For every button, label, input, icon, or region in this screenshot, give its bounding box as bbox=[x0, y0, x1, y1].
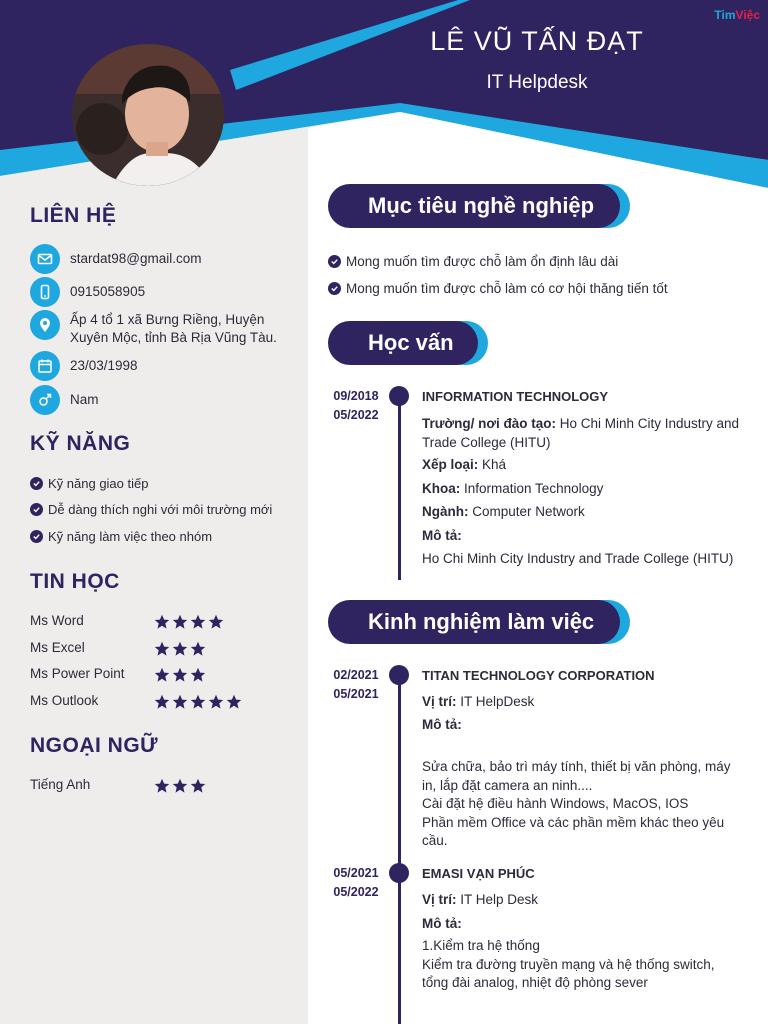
gender-icon bbox=[30, 385, 60, 415]
education-end-date: 05/2022 bbox=[333, 408, 379, 422]
check-icon bbox=[30, 530, 43, 543]
job-desc-label bbox=[422, 914, 742, 933]
job-company: EMASI VẠN PHÚC bbox=[422, 866, 535, 881]
star-icon bbox=[155, 668, 169, 682]
job-position-value: IT HelpDesk bbox=[460, 694, 535, 709]
job-desc bbox=[422, 758, 742, 851]
education-faculty-value: Information Technology bbox=[464, 481, 604, 496]
computing-item bbox=[30, 666, 290, 684]
job-position bbox=[422, 890, 742, 909]
job-position-value: IT Help Desk bbox=[460, 892, 539, 907]
brand-logo-part1: Tim bbox=[714, 8, 736, 22]
contact-birthday-text: 23/03/1998 bbox=[70, 358, 138, 373]
timeline-line bbox=[398, 676, 401, 1024]
job-company: TITAN TECHNOLOGY CORPORATION bbox=[422, 668, 655, 683]
contact-email bbox=[30, 244, 202, 274]
job-desc-line: Kiểm tra đường truyền mạng và hệ thống switch, tổng đài analog, nhiệt độ phòng sever bbox=[422, 956, 715, 990]
avatar bbox=[72, 44, 224, 186]
contact-heading: LIÊN HỆ bbox=[30, 204, 117, 227]
star-icon bbox=[173, 668, 187, 682]
star-icon bbox=[155, 695, 169, 709]
objective-heading-pill bbox=[328, 184, 630, 228]
skill-item bbox=[30, 502, 272, 517]
star-icon bbox=[173, 695, 187, 709]
check-icon bbox=[328, 255, 341, 268]
star-icon bbox=[191, 779, 205, 793]
education-heading: Học vấn bbox=[328, 321, 478, 365]
language-item bbox=[30, 777, 290, 795]
objective-item-label: Mong muốn tìm được chỗ làm ổn định lâu dài bbox=[346, 254, 619, 269]
job-desc-line: Sửa chữa, bảo trì máy tính, thiết bị văn phòng, máy in, lắp đặt camera an ninh.... bbox=[422, 759, 731, 793]
star-rating bbox=[154, 614, 226, 630]
job-desc-label-text: Mô tả: bbox=[422, 916, 462, 931]
star-icon bbox=[155, 642, 169, 656]
candidate-name: LÊ VŨ TẤN ĐẠT bbox=[430, 26, 644, 56]
skill-item bbox=[30, 476, 148, 491]
education-grade-value: Khá bbox=[482, 457, 507, 472]
skill-item-label: Kỹ năng làm việc theo nhóm bbox=[48, 529, 213, 544]
education-heading-pill bbox=[328, 321, 488, 365]
check-icon bbox=[30, 503, 43, 516]
objective-item bbox=[328, 281, 668, 296]
education-desc-label bbox=[422, 526, 742, 545]
brand-logo-part2: Việc bbox=[735, 8, 760, 22]
star-rating bbox=[154, 694, 244, 710]
contact-phone bbox=[30, 277, 145, 307]
star-rating bbox=[154, 778, 208, 794]
computing-item bbox=[30, 640, 290, 658]
education-school bbox=[422, 414, 742, 452]
job-start-date: 05/2021 bbox=[333, 866, 379, 880]
education-major-value: Computer Network bbox=[472, 504, 585, 519]
star-icon bbox=[191, 695, 205, 709]
experience-heading-pill bbox=[328, 600, 630, 644]
job-desc-line: Phần mềm Office và các phần mềm khác theo yêu cầu. bbox=[422, 814, 725, 848]
education-grade-label: Xếp loại: bbox=[422, 457, 479, 472]
computing-item-name: Ms Outlook bbox=[30, 693, 99, 708]
contact-birthday bbox=[30, 351, 138, 381]
job-desc-line: 1.Kiểm tra hệ thống bbox=[422, 938, 540, 953]
education-major bbox=[422, 502, 742, 521]
contact-phone-text: 0915058905 bbox=[70, 284, 146, 299]
star-icon bbox=[173, 779, 187, 793]
objective-item bbox=[328, 254, 618, 269]
skill-item-label: Dễ dàng thích nghi với môi trường mới bbox=[48, 502, 273, 517]
timeline-line bbox=[398, 396, 401, 580]
education-desc-label-text: Mô tả: bbox=[422, 528, 462, 543]
job-end-date: 05/2021 bbox=[333, 687, 379, 701]
contact-address-text: Ấp 4 tổ 1 xã Bưng Riềng, Huyện Xuyên Mộc, tỉnh Bà Rịa Vũng Tàu. bbox=[70, 312, 277, 345]
skill-item-label: Kỹ năng giao tiếp bbox=[48, 476, 149, 491]
job-desc-label-text: Mô tả: bbox=[422, 717, 462, 732]
job-desc bbox=[422, 937, 742, 993]
timeline-dot bbox=[389, 386, 409, 406]
check-icon bbox=[328, 282, 341, 295]
objective-item-label: Mong muốn tìm được chỗ làm có cơ hội thăng tiến tốt bbox=[346, 281, 668, 296]
star-icon bbox=[155, 615, 169, 629]
star-icon bbox=[227, 695, 241, 709]
computing-item-name: Ms Power Point bbox=[30, 666, 125, 681]
star-icon bbox=[191, 642, 205, 656]
contact-email-text: stardat98@gmail.com bbox=[70, 251, 202, 266]
timeline-dot bbox=[389, 665, 409, 685]
contact-gender bbox=[30, 385, 99, 415]
star-icon bbox=[191, 615, 205, 629]
computing-heading: TIN HỌC bbox=[30, 570, 120, 593]
job-end-date: 05/2022 bbox=[333, 885, 379, 899]
education-faculty bbox=[422, 479, 742, 498]
contact-address bbox=[30, 310, 290, 347]
education-start-date: 09/2018 bbox=[333, 389, 379, 403]
objective-heading: Mục tiêu nghề nghiệp bbox=[328, 184, 620, 228]
job-desc-label bbox=[422, 715, 742, 734]
location-icon bbox=[30, 310, 60, 340]
job-start-date: 02/2021 bbox=[333, 668, 379, 682]
computing-item-name: Ms Excel bbox=[30, 640, 85, 655]
computing-item bbox=[30, 613, 290, 631]
job-desc-line: Cài đặt hệ điều hành Windows, MacOS, IOS bbox=[422, 796, 689, 811]
job-position bbox=[422, 692, 742, 711]
education-major-label: Ngành: bbox=[422, 504, 469, 519]
mail-icon bbox=[30, 244, 60, 274]
education-school-label: Trường/ nơi đào tạo: bbox=[422, 416, 556, 431]
job-position-label: Vị trí: bbox=[422, 694, 457, 709]
languages-heading: NGOẠI NGỮ bbox=[30, 734, 159, 757]
skill-item bbox=[30, 529, 212, 544]
contact-gender-text: Nam bbox=[70, 392, 99, 407]
education-title: INFORMATION TECHNOLOGY bbox=[422, 389, 609, 404]
education-school-value: Ho Chi Minh City Industry and Trade College (HITU) bbox=[422, 416, 740, 450]
check-icon bbox=[30, 477, 43, 490]
star-icon bbox=[173, 615, 187, 629]
star-rating bbox=[154, 667, 208, 683]
brand-logo[interactable] bbox=[714, 8, 760, 22]
skills-heading: KỸ NĂNG bbox=[30, 432, 131, 455]
star-rating bbox=[154, 641, 208, 657]
star-icon bbox=[209, 695, 223, 709]
candidate-role: IT Helpdesk bbox=[486, 72, 588, 93]
education-desc: Ho Chi Minh City Industry and Trade College (HITU) bbox=[422, 551, 734, 566]
computing-item bbox=[30, 693, 290, 711]
star-icon bbox=[191, 668, 205, 682]
star-icon bbox=[155, 779, 169, 793]
star-icon bbox=[173, 642, 187, 656]
computing-item-name: Ms Word bbox=[30, 613, 84, 628]
job-position-label: Vị trí: bbox=[422, 892, 457, 907]
education-grade bbox=[422, 455, 742, 474]
language-item-name: Tiếng Anh bbox=[30, 777, 91, 792]
calendar-icon bbox=[30, 351, 60, 381]
phone-icon bbox=[30, 277, 60, 307]
experience-heading: Kinh nghiệm làm việc bbox=[328, 600, 620, 644]
star-icon bbox=[209, 615, 223, 629]
timeline-dot bbox=[389, 863, 409, 883]
education-faculty-label: Khoa: bbox=[422, 481, 461, 496]
